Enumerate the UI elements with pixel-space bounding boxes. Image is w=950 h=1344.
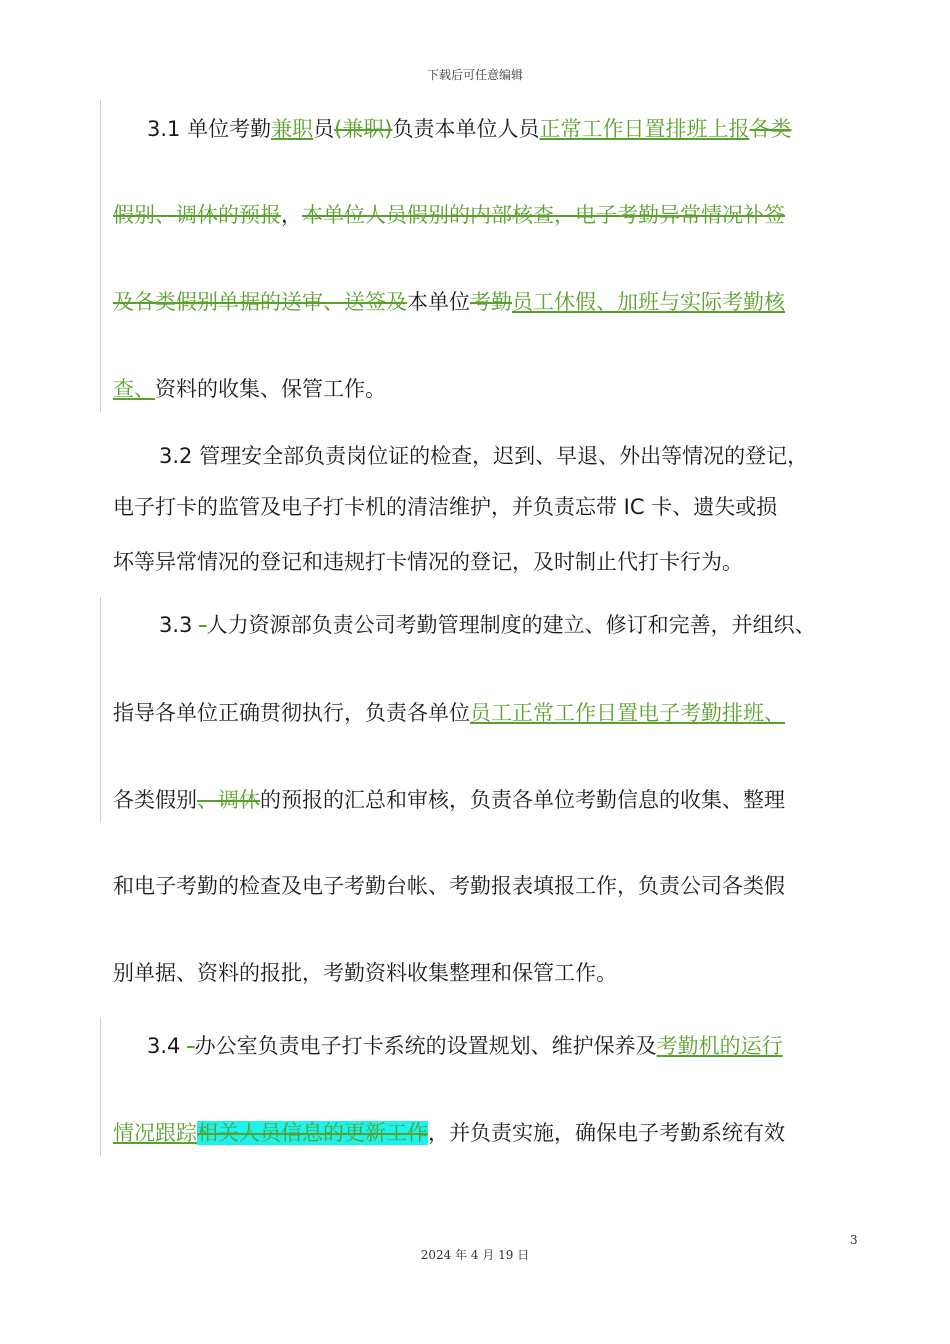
tracked-insertion: 员工正常工作日置电子考勤排班、 [470,701,785,725]
text-run: 的预报的汇总和审核，负责各单位考勤信息的收集、整理 [260,788,785,812]
text-line [147,1031,783,1061]
text-line [113,871,785,901]
tracked-deletion: 及各类假别单据的送审、送签及 [113,290,407,314]
text-line [113,200,785,230]
text-line [113,547,743,577]
tracked-deletion: 、调休 [197,788,260,812]
page-header: 下载后可任意编辑 [426,68,523,82]
text-line [159,610,816,640]
tracked-insertion: 兼职 [271,117,314,141]
text-line [113,374,386,404]
tracked-insertion: 情况跟踪 [113,1121,197,1145]
text-line [113,958,617,988]
footer-date: 2024 年 4 月 19 日 [420,1248,530,1262]
text-run: 指导各单位正确贯彻执行，负责各单位 [113,701,470,725]
tracked-insertion: 正常工作日置排班上报 [539,117,750,141]
highlighted-deletion: 相关人员信息的更新工作 [197,1121,428,1145]
paragraph-3-3 [113,597,863,997]
text-run: 3.2 管理安全部负责岗位证的检查，迟到、早退、外出等情况的登记， [159,444,809,468]
text-run: ，并负责实施，确保电子考勤系统有效 [428,1121,785,1145]
text-run: 和电子考勤的检查及电子考勤台帐、考勤报表填报工作，负责公司各类假 [113,874,785,898]
tracked-deletion: 本单位人员假别的内部核查，电子考勤异常情况补签 [302,203,785,227]
tracked-deletion: 各类 [749,117,792,141]
text-run: 3.3 [159,613,200,637]
text-run: 办公室负责电子打卡系统的设置规划、维护保养及 [194,1034,657,1058]
text-line [147,114,791,144]
text-run: 人力资源部负责公司考勤管理制度的建立、修订和完善，并组织、 [206,613,816,637]
change-bar-3 [100,597,101,822]
paragraph-3-2 [113,437,863,587]
text-run: 别单据、资料的报批，考勤资料收集整理和保管工作。 [113,961,617,985]
text-run: 本单位 [407,290,470,314]
tracked-deletion: - [187,1034,195,1058]
text-line [113,698,785,728]
text-run: 资料的收集、保管工作。 [155,377,386,401]
text-line [113,492,777,522]
tracked-deletion: - [199,613,207,637]
text-run: 坏等异常情况的登记和违规打卡情况的登记，及时制止代打卡行为。 [113,550,743,574]
text-line [113,287,785,317]
text-line [113,1118,785,1148]
paragraph-3-4 [113,1018,863,1158]
tracked-insertion: 考勤机的运行 [656,1034,783,1058]
text-run: 3.4 [147,1034,188,1058]
text-run: 负责本单位人员 [392,117,540,141]
text-line [159,441,808,471]
tracked-insertion: 员工休假、加班与实际考勤核 [512,290,785,314]
paragraph-3-1 [113,100,863,420]
text-run: 电子打卡的监管及电子打卡机的清洁维护，并负责忘带 IC 卡、遗失或损 [113,495,778,519]
text-run: 员 [313,117,335,141]
text-run: 各类假别 [113,788,197,812]
text-run: 3.1 单位考勤 [147,117,272,141]
tracked-deletion: 假别、调休的预报 [113,203,281,227]
change-bar-4 [100,1018,101,1156]
tracked-deletion: 考勤 [470,290,512,314]
tracked-deletion: (兼职) [334,117,393,141]
text-line [113,785,785,815]
change-bar-1 [100,100,101,412]
tracked-insertion: 查、 [113,377,155,401]
page-number: 3 [850,1233,858,1247]
text-run: ， [281,203,302,227]
